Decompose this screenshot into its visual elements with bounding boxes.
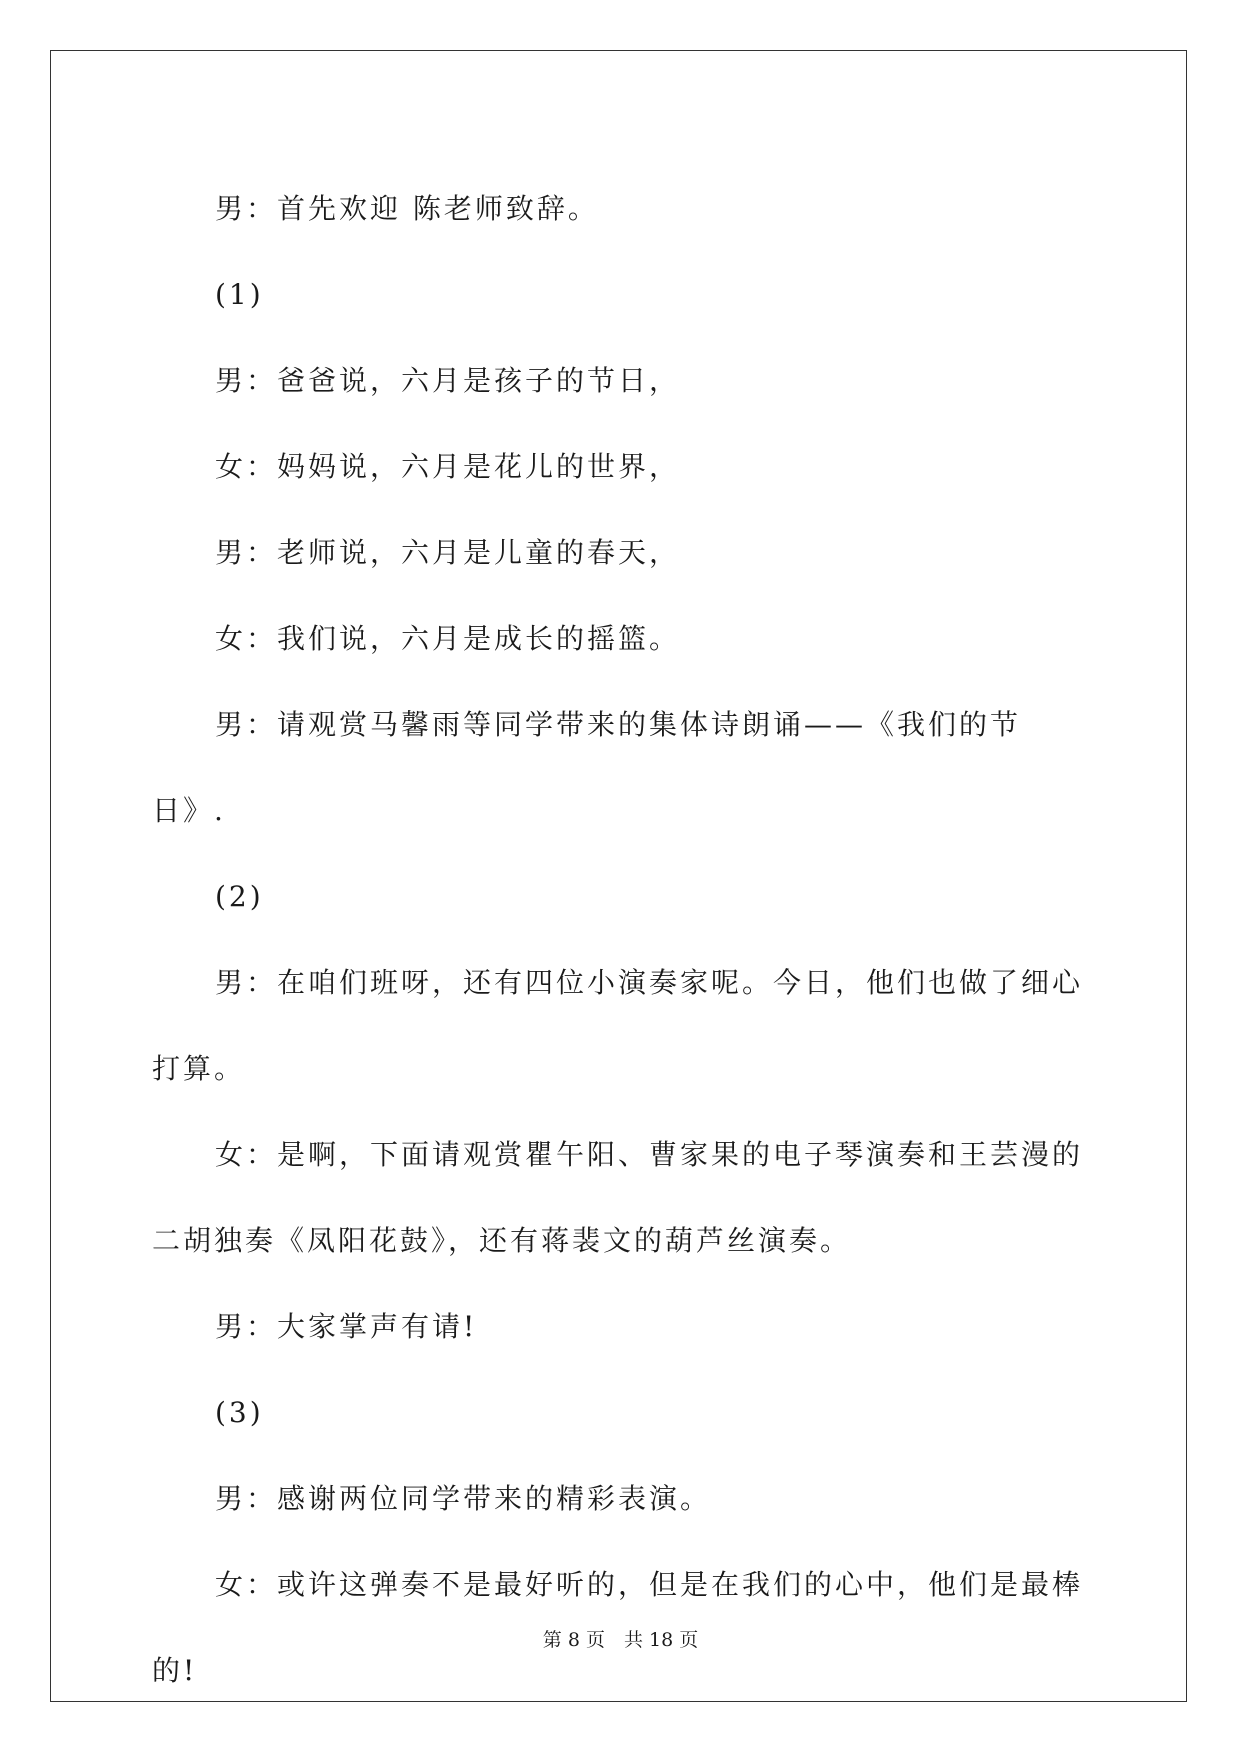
paragraph: (2) [215,880,264,913]
paragraph: 男：请观赏马馨雨等同学带来的集体诗朗诵——《我们的节日》. [152,708,1022,827]
paragraph: 男：爸爸说，六月是孩子的节日， [215,364,681,397]
paragraph: (3) [215,1396,264,1429]
paragraph: 男：首先欢迎 陈老师致辞。 [215,192,599,225]
paragraph: 男：大家掌声有请! [215,1310,478,1343]
paragraph: 女：我们说，六月是成长的摇篮。 [215,622,681,655]
paragraph: 女：妈妈说，六月是花儿的世界， [215,450,681,483]
paragraph: 女：是啊，下面请观赏瞿午阳、曹家果的电子琴演奏和王芸漫的二胡独奏《凤阳花鼓》，还有蒋裴文的葫芦丝演奏。 [152,1138,1084,1257]
paragraph: 男：感谢两位同学带来的精彩表演。 [215,1482,712,1515]
paragraph: (1) [215,278,264,311]
paragraph: 女：或许这弹奏不是最好听的，但是在我们的心中，他们是最棒的! [152,1568,1084,1687]
document-body [152,166,1092,1714]
paragraph: 男：老师说，六月是儿童的春天， [215,536,681,569]
paragraph: 男：在咱们班呀，还有四位小演奏家呢。今日，他们也做了细心打算。 [152,966,1084,1085]
page-number: 第 8 页 共 18 页 [542,1629,699,1651]
